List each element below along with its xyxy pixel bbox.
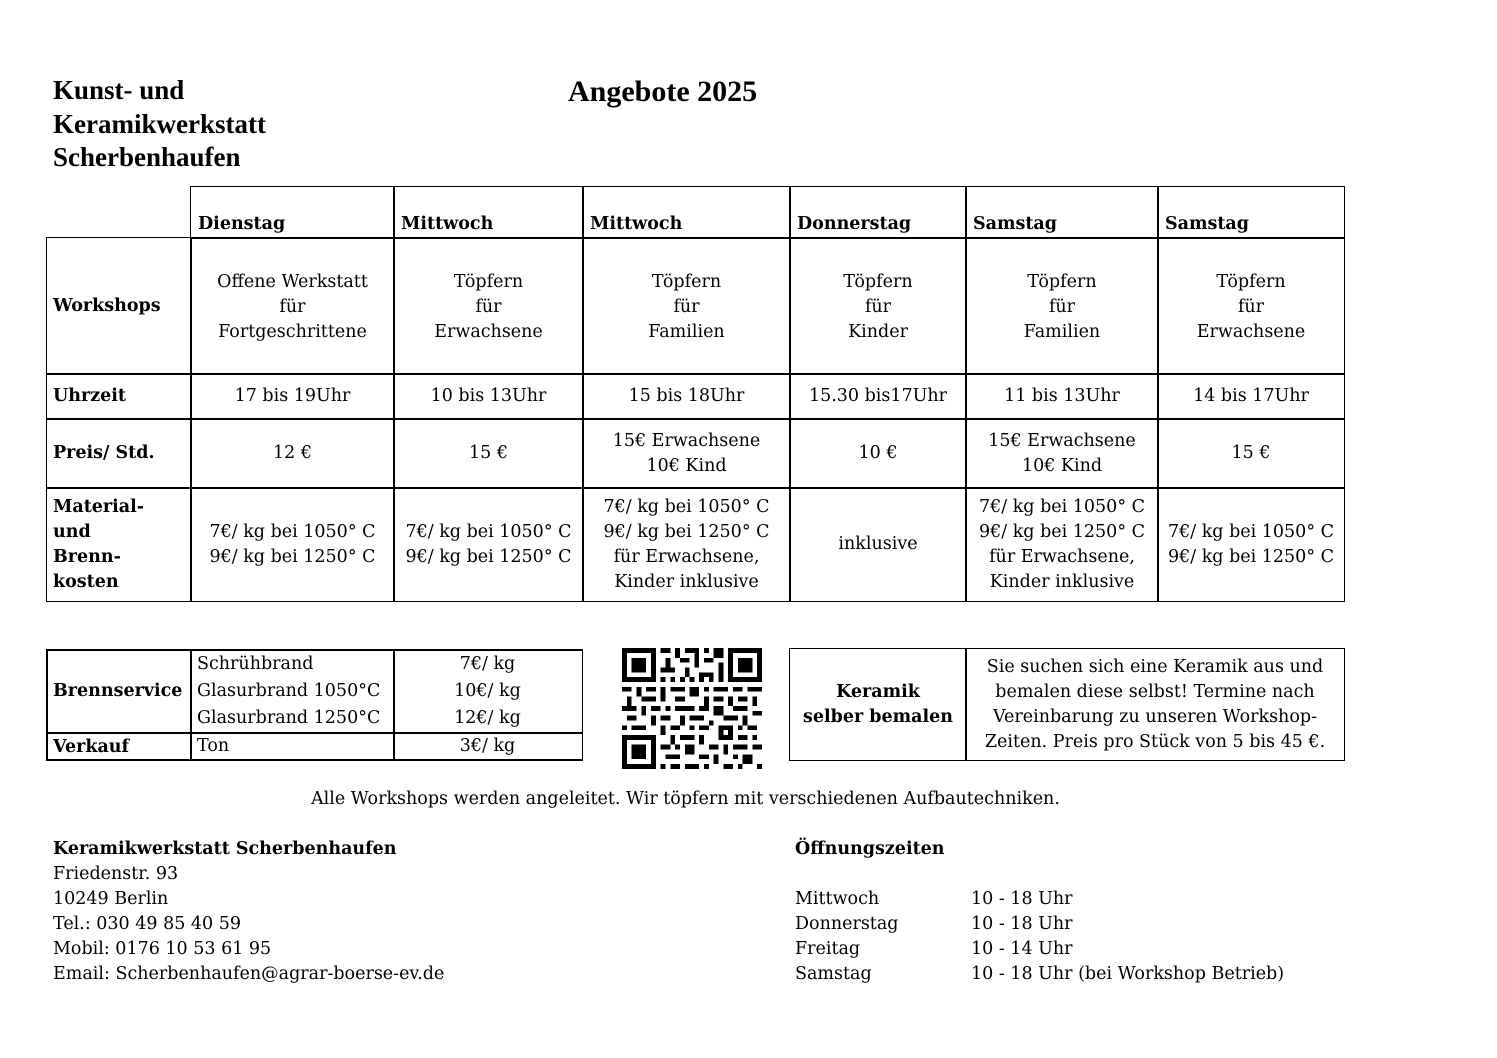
workshop-cell: Töpfern für Familien xyxy=(965,237,1159,375)
opening-hours-value: 10 - 18 Uhr xyxy=(971,914,1073,934)
contact-name: Keramikwerkstatt Scherbenhaufen xyxy=(53,839,397,859)
contact-email: Email: Scherbenhaufen@agrar-boerse-ev.de xyxy=(53,964,445,984)
material-cell: 7€/ kg bei 1050° C 9€/ kg bei 1250° C xyxy=(393,487,584,602)
day-header: Samstag xyxy=(1157,186,1345,239)
time-cell: 11 bis 13Uhr xyxy=(965,373,1159,420)
day-header: Mittwoch xyxy=(582,186,791,239)
opening-hours-value: 10 - 14 Uhr xyxy=(971,939,1073,959)
opening-hours-value: 10 - 18 Uhr (bei Workshop Betrieb) xyxy=(971,964,1285,984)
page-title: Angebote 2025 xyxy=(568,75,758,108)
painting-label: Keramik selber bemalen xyxy=(789,648,967,761)
material-cell: 7€/ kg bei 1050° C 9€/ kg bei 1250° C für Erwachsene, Kinder inklusive xyxy=(582,487,791,602)
sale-item-name: Ton xyxy=(197,736,230,756)
time-cell: 15.30 bis17Uhr xyxy=(789,373,967,420)
service-item-price: 7€/ kg xyxy=(459,654,516,674)
material-cell: 7€/ kg bei 1050° C 9€/ kg bei 1250° C xyxy=(190,487,395,602)
brennservice-label: Brennservice xyxy=(53,681,183,701)
row-label-material: Material- und Brenn- kosten xyxy=(46,487,192,602)
workshop-cell: Offene Werkstatt für Fortgeschrittene xyxy=(190,237,395,375)
day-header: Donnerstag xyxy=(789,186,967,239)
opening-day: Freitag xyxy=(795,939,861,959)
workshop-cell: Töpfern für Kinder xyxy=(789,237,967,375)
contact-mobile: Mobil: 0176 10 53 61 95 xyxy=(53,939,272,959)
price-cell: 15€ Erwachsene 10€ Kind xyxy=(965,418,1159,489)
service-item-price: 10€/ kg xyxy=(454,681,521,701)
opening-hours-title: Öffnungszeiten xyxy=(795,839,945,859)
verkauf-label: Verkauf xyxy=(53,737,130,757)
sale-item-price: 3€/ kg xyxy=(459,736,516,756)
service-item-name: Schrühbrand xyxy=(197,654,314,674)
service-item-name: Glasurbrand 1250°C xyxy=(197,708,381,728)
service-item-name: Glasurbrand 1050°C xyxy=(197,681,381,701)
price-cell: 10 € xyxy=(789,418,967,489)
workshop-cell: Töpfern für Erwachsene xyxy=(393,237,584,375)
material-cell: 7€/ kg bei 1050° C 9€/ kg bei 1250° C xyxy=(1157,487,1345,602)
time-cell: 14 bis 17Uhr xyxy=(1157,373,1345,420)
price-cell: 15 € xyxy=(393,418,584,489)
qr-code xyxy=(622,648,762,769)
workshop-cell: Töpfern für Familien xyxy=(582,237,791,375)
contact-city: 10249 Berlin xyxy=(53,889,169,909)
day-header: Dienstag xyxy=(190,186,395,239)
organization-name xyxy=(53,74,266,175)
price-cell: 15€ Erwachsene 10€ Kind xyxy=(582,418,791,489)
org-line-3: Scherbenhaufen xyxy=(53,142,241,172)
material-cell: 7€/ kg bei 1050° C 9€/ kg bei 1250° C für Erwachsene, Kinder inklusive xyxy=(965,487,1159,602)
org-line-1: Kunst- und xyxy=(53,75,185,105)
org-line-2: Keramikwerkstatt xyxy=(53,108,266,139)
service-item-price: 12€/ kg xyxy=(454,708,521,728)
row-label-time: Uhrzeit xyxy=(46,373,192,420)
workshop-note: Alle Workshops werden angeleitet. Wir töpfern mit verschiedenen Aufbautechniken. xyxy=(311,789,1060,809)
contact-street: Friedenstr. 93 xyxy=(53,864,179,884)
price-cell: 12 € xyxy=(190,418,395,489)
painting-description: Sie suchen sich eine Keramik aus und bemalen diese selbst! Termine nach Vereinbarung zu unseren Workshop- Zeiten. Preis pro Stück von 5 bis 45 €. xyxy=(965,648,1345,761)
price-cell: 15 € xyxy=(1157,418,1345,489)
day-header: Mittwoch xyxy=(393,186,584,239)
time-cell: 17 bis 19Uhr xyxy=(190,373,395,420)
opening-day: Samstag xyxy=(795,964,872,984)
material-cell: inklusive xyxy=(789,487,967,602)
day-header: Samstag xyxy=(965,186,1159,239)
row-label-workshops: Workshops xyxy=(46,237,192,375)
time-cell: 15 bis 18Uhr xyxy=(582,373,791,420)
contact-phone: Tel.: 030 49 85 40 59 xyxy=(53,914,242,934)
opening-day: Donnerstag xyxy=(795,914,899,934)
time-cell: 10 bis 13Uhr xyxy=(393,373,584,420)
opening-day: Mittwoch xyxy=(795,889,880,909)
workshop-cell: Töpfern für Erwachsene xyxy=(1157,237,1345,375)
opening-hours-value: 10 - 18 Uhr xyxy=(971,889,1073,909)
row-label-price: Preis/ Std. xyxy=(46,418,192,489)
